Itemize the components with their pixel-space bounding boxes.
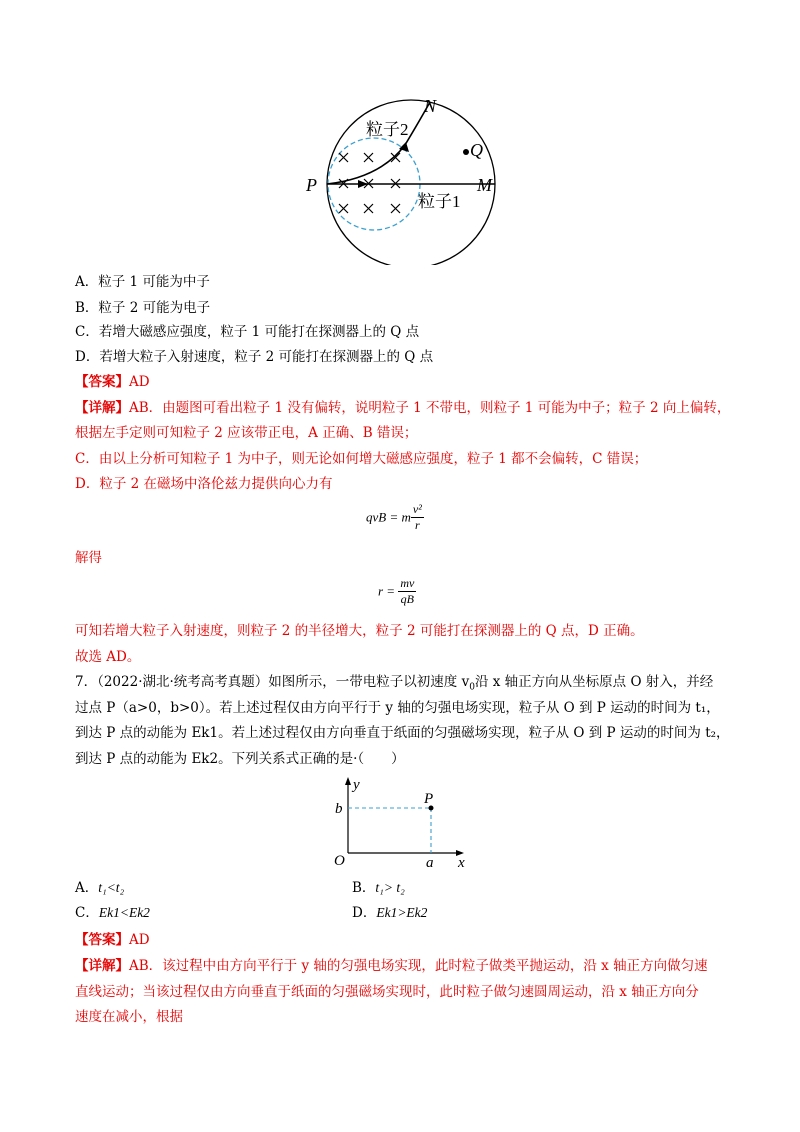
answer-value: AD (129, 932, 150, 948)
explain-q6-line6: 故选 AD。 (75, 649, 141, 665)
fraction-numerator: mv (400, 576, 415, 590)
option-letter: C． (75, 324, 99, 340)
q7-line1 (75, 672, 713, 698)
q7-line2: 过点 P（a>0，b>0）。若上述过程仅由方向平行于 y 轴的匀强电场实现，粒子从 O 到 P 运动的时间为 t₁， (75, 700, 720, 716)
q7-option-b (352, 878, 405, 898)
option-text: 若增大磁感应强度，粒子 1 可能打在探测器上的 Q 点 (98, 324, 420, 340)
option-text: 粒子 2 可能为电子 (98, 300, 211, 316)
q7-option-a (75, 878, 124, 898)
explain-text: AB．该过程中由方向平行于 y 轴的匀强电场实现，此时粒子做类平抛运动，沿 x 轴正方向做匀速 (129, 958, 708, 974)
option-letter: C． (75, 905, 99, 921)
option-text: Ek1>Ek2 (376, 905, 428, 920)
label-x: x (458, 855, 465, 870)
explain-q7-line3: 速度在减小，根据 (75, 1009, 183, 1025)
label-particle2: 粒子2 (366, 120, 409, 139)
option-letter: D． (352, 905, 377, 921)
equation-radius (378, 576, 416, 607)
q7-line4: 到达 P 点的动能为 Ek2。下列关系式正确的是·（ ） (75, 751, 405, 767)
option-letter: A． (75, 274, 99, 290)
equation-lorentz (366, 502, 424, 533)
magnetic-field-figure (300, 90, 510, 265)
label-b: b (335, 801, 343, 817)
question-text: 如图所示，一带电粒子以初速度 v (268, 674, 470, 690)
question-text: 沿 x 轴正方向从坐标原点 O 射入，并经 (474, 674, 714, 690)
answer-q7 (75, 930, 150, 950)
option-text: t₁> t₂ (375, 880, 405, 895)
option-letter: B． (352, 880, 376, 896)
answer-label: 【答案】 (75, 932, 129, 948)
point-q-dot (463, 149, 469, 155)
explain-q6-line2: 根据左手定则可知粒子 2 应该带正电，A 正确、B 错误； (75, 425, 418, 441)
label-q: Q (470, 140, 483, 160)
explain-label: 【详解】 (75, 400, 129, 416)
subscript: 0 (469, 682, 475, 693)
option-b (75, 298, 210, 318)
explain-text: AB．由题图可看出粒子 1 没有偏转，说明粒子 1 不带电，则粒子 1 可能为中子；粒子 2 向上偏转， (129, 400, 731, 416)
coordinate-figure (330, 775, 480, 870)
answer-q6 (75, 372, 150, 392)
explain-q6-line3: C．由以上分析可知粒子 1 为中子，则无论如何增大磁感应强度，粒子 1 都不会偏转，C 错误； (75, 451, 648, 467)
label-o: O (334, 853, 345, 869)
equation-fraction (398, 576, 416, 607)
option-letter: B． (75, 300, 99, 316)
label-p: P (306, 175, 317, 195)
q7-line3: 到达 P 点的动能为 Ek1。若上述过程仅由方向垂直于纸面的匀强磁场实现，粒子从 O 到 P 运动的时间为 t₂， (75, 725, 730, 741)
option-text: 若增大粒子入射速度，粒子 2 可能打在探测器上的 Q 点 (99, 349, 434, 365)
answer-value: AD (129, 374, 150, 390)
particle2-path (327, 102, 430, 184)
explain-q6-line5: 可知若增大粒子入射速度，则粒子 2 的半径增大，粒子 2 可能打在探测器上的 Q 点，D 正确。 (75, 623, 644, 639)
q7-option-d (352, 903, 427, 923)
question-source: （2022·湖北·统考高考真题） (97, 674, 269, 690)
label-m: M (477, 175, 492, 195)
label-a: a (426, 855, 434, 870)
question-number: 7． (75, 674, 98, 690)
fraction-denominator: qB (400, 592, 415, 606)
explain-q6-line1 (75, 398, 730, 418)
answer-label: 【答案】 (75, 374, 129, 390)
option-d (75, 347, 433, 367)
equation-fraction (411, 502, 424, 533)
detector-circle (327, 100, 495, 265)
explain-q7-line2: 直线运动；当该过程仅由方向垂直于纸面的匀强磁场实现时，此时粒子做匀速圆周运动，沿 x 轴正方向分 (75, 984, 699, 1000)
equation-lhs: qvB = m (366, 509, 411, 525)
option-c (75, 322, 419, 342)
option-text: Ek1<Ek2 (98, 905, 150, 920)
explain-label: 【详解】 (75, 958, 129, 974)
q7-option-c (75, 903, 150, 923)
field-cross-marks (339, 153, 400, 213)
label-n: N (424, 96, 437, 116)
label-p: P (424, 791, 434, 807)
fraction-denominator: r (415, 518, 420, 532)
equation-lhs: r = (378, 583, 396, 599)
option-text: 粒子 1 可能为中子 (98, 274, 210, 290)
y-axis-arrow (345, 777, 351, 785)
explain-q7-line1 (75, 956, 708, 976)
option-text: t₁<t₂ (98, 880, 125, 895)
option-a (75, 272, 210, 292)
label-particle1: 粒子1 (418, 192, 461, 211)
solve-label: 解得 (75, 550, 102, 566)
option-letter: A． (75, 880, 99, 896)
fraction-numerator: v² (412, 502, 422, 516)
explain-q6-line4: D．粒子 2 在磁场中洛伦兹力提供向心力有 (75, 476, 333, 492)
label-y: y (353, 777, 360, 793)
option-letter: D． (75, 349, 100, 365)
